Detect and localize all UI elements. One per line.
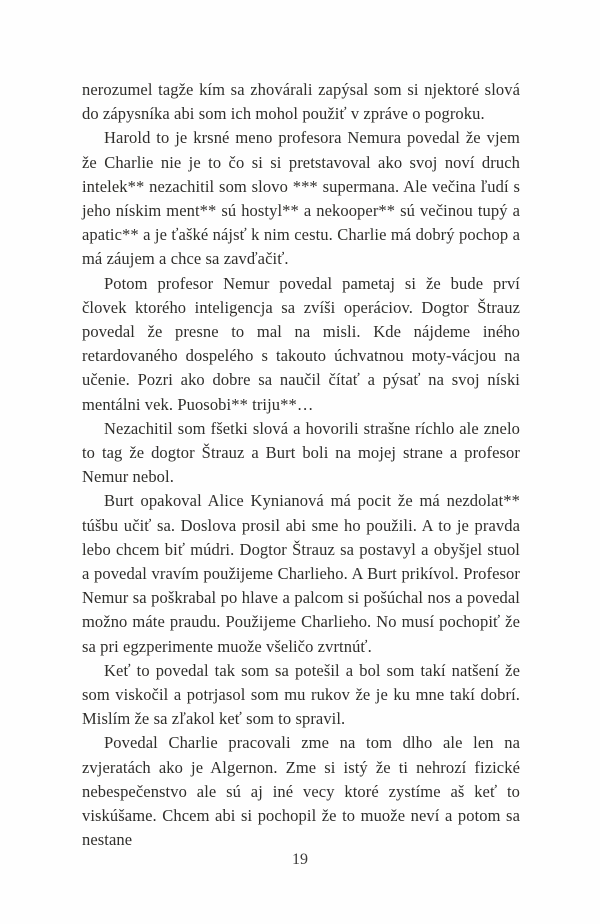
paragraph: Potom profesor Nemur povedal pametaj si že bude prví človek ktorého inteligencja sa zvíši operáciov. Dogtor Štrauz povedal že presne to mal na misli. Kde nájdeme iného retardovaného dospelého s takouto úchvatnou moty-vácjou na učenie. Pozri ako dobre sa naučil čítať a pýsať na svoj níski mentálni vek. Puosobi** triju**… [82, 273, 520, 414]
page-number: 19 [292, 851, 308, 868]
paragraph: Nezachitil som fšetki slová a hovorili strašne ríchlo ale znelo to tag že dogtor Štrauz a Burt boli na mojej strane a profesor Nemur nebol. [82, 418, 520, 487]
paragraph: Harold to je krsné meno profesora Nemura povedal že vjem že Charlie nie je to čo si si pretstavoval ako svoj noví druch intelek** nezachitil som slovo *** supermana. Ale večina ľudí s jeho nískim ment** sú hostyl** a nekooper** sú večinou tupý a apatic** a je ťašké nájsť k nim cestu. Charlie má dobrý pochop a má záujem a chce sa zavďačiť. [82, 128, 520, 269]
paragraph: Burt opakoval Alice Kynianová má pocit že má nezdolat** túšbu učiť sa. Doslova prosil abi sme ho použili. A to je pravda lebo chcem biť múdri. Dogtor Štrauz sa postavyl a obyšjel stuol a povedal vravím použijeme Charlieho. A Burt prikívol. Profesor Nemur sa poškrabal po hlave a palcom si pošúchal nos a povedal možno máte praudu. Použijeme Charlieho. No musí pochopiť že sa pri egzperimente muože všeličo zvrtnúť. [82, 491, 520, 656]
paragraph: Povedal Charlie pracovali zme na tom dlho ale len na zvjeratách ako je Algernon. Zme si istý že ti nehrozí fizické nebespečenstvo ale sú aj iné vecy ktoré zystíme aš keť to viskúšame. Chcem abi si pochopil že to muože neví a potom sa nestane [82, 733, 520, 850]
paragraph: Keť to povedal tak som sa potešil a bol som takí natšení že som viskočil a potrjasol som mu rukov že je ku mne takí dobrí. Mislím že sa zľakol keť som to spravil. [82, 660, 520, 729]
paragraph-continued: nerozumel tagže kím sa zhovárali zapýsal som si njektoré slová do zápysníka abi som ich mohol použiť v zpráve o pogroku. [82, 80, 520, 124]
page-text-block [82, 78, 520, 853]
